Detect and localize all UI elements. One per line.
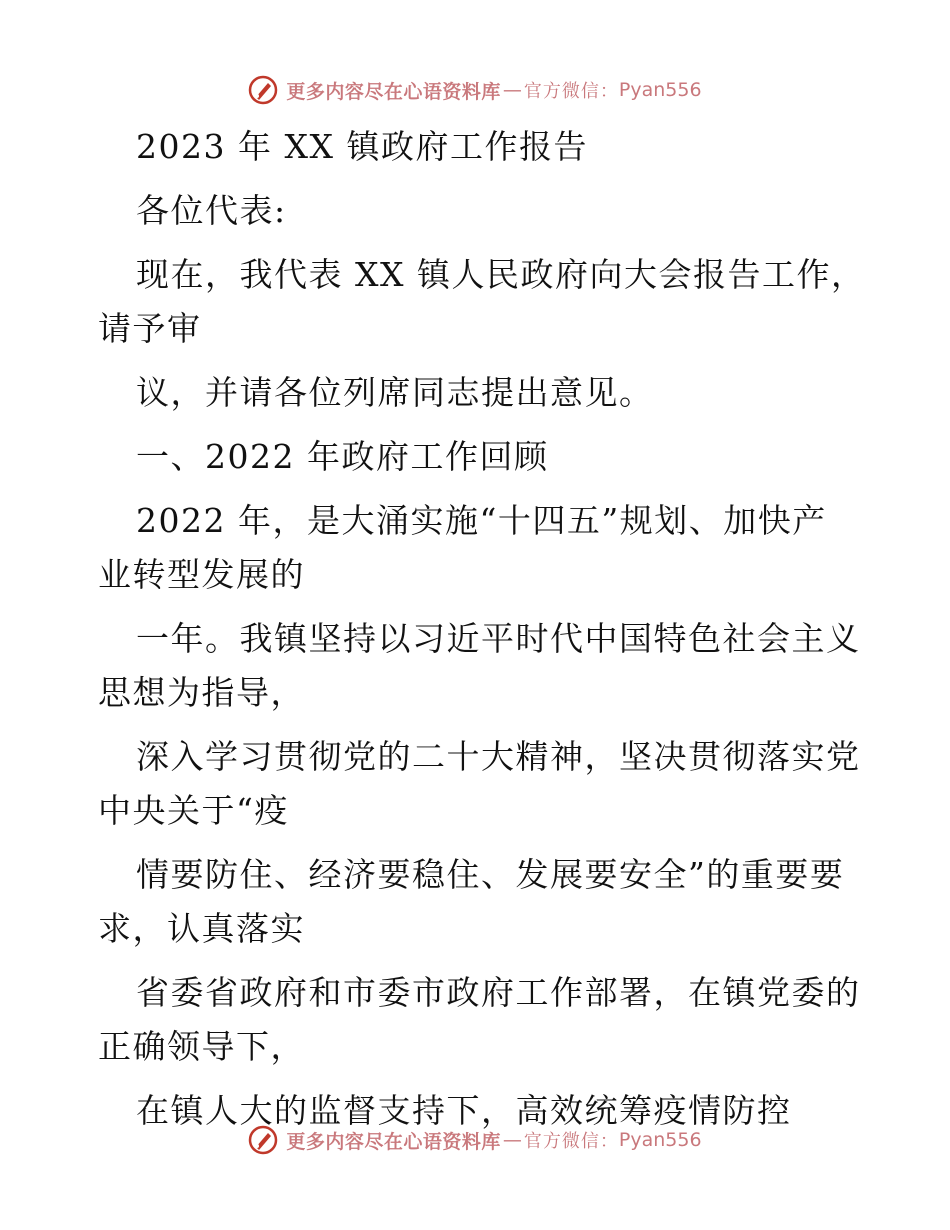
pen-logo-icon — [248, 75, 278, 105]
body-line: 一年。我镇坚持以习近平时代中国特色社会主义 — [136, 619, 861, 658]
body-line: 思想为指导， — [98, 673, 305, 712]
body-line: 中央关于“疫 — [98, 791, 289, 830]
body-line: 请予审 — [98, 309, 202, 348]
body-line: 2022 年，是大涌实施“十四五”规划、加快产 — [136, 501, 827, 540]
body-line: 在镇人大的监督支持下，高效统筹疫情防控 — [136, 1091, 792, 1130]
watermark-dash: — — [502, 79, 522, 101]
watermark-footer — [0, 1120, 950, 1160]
body-line: 情要防住、经济要稳住、发展要安全”的重要要 — [136, 855, 845, 894]
document-body — [98, 120, 866, 1138]
watermark-main-text: 更多内容尽在心语资料库 — [286, 1130, 501, 1153]
body-line: 业转型发展的 — [98, 555, 305, 594]
body-line: 求，认真落实 — [98, 909, 305, 948]
watermark-label: 官方微信： — [523, 1131, 619, 1152]
watermark-label: 官方微信： — [523, 81, 619, 102]
watermark-wechat-id: Pyan556 — [618, 1129, 702, 1151]
body-line: 省委省政府和市委市政府工作部署，在镇党委的 — [136, 973, 861, 1012]
pen-logo-icon — [248, 1125, 278, 1155]
watermark-dash: — — [502, 1129, 522, 1151]
body-line: 现在，我代表 XX 镇人民政府向大会报告工作， — [136, 255, 866, 294]
watermark-main-text: 更多内容尽在心语资料库 — [286, 80, 501, 103]
document-title: 2023 年 XX 镇政府工作报告 — [136, 127, 588, 166]
salutation: 各位代表: — [136, 191, 287, 230]
body-line: 议，并请各位列席同志提出意见。 — [136, 373, 654, 412]
body-line: 深入学习贯彻党的二十大精神，坚决贯彻落实党 — [136, 737, 861, 776]
section-heading: 一、2022 年政府工作回顾 — [136, 437, 549, 476]
watermark-header — [0, 70, 950, 110]
body-line: 正确领导下， — [98, 1027, 305, 1066]
watermark-wechat-id: Pyan556 — [618, 79, 702, 101]
